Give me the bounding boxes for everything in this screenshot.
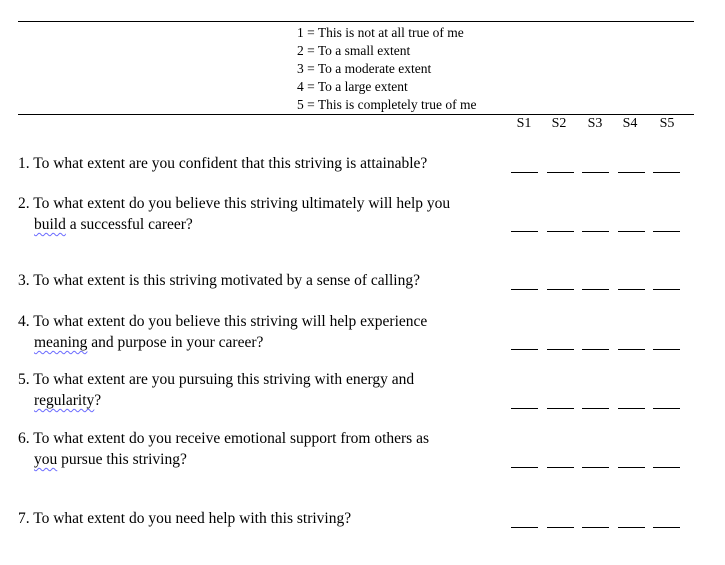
answer-blank-s4[interactable] — [618, 467, 645, 468]
answer-blank-s3[interactable] — [582, 289, 609, 290]
answer-blank-s4[interactable] — [618, 172, 645, 173]
answer-blank-s3[interactable] — [582, 408, 609, 409]
answer-blank-s4[interactable] — [618, 231, 645, 232]
answer-blank-s2[interactable] — [547, 289, 574, 290]
question-text: 7. To what extent do you need help with this striving? — [18, 510, 352, 527]
question-text-rest: pursue this striving? — [57, 451, 187, 468]
answer-blank-s1[interactable] — [511, 408, 538, 409]
question-text-rest: ? — [94, 392, 102, 409]
column-header-s3: S3 — [587, 116, 603, 131]
question-text: 5. To what extent are you pursuing this striving with energy and — [18, 371, 415, 388]
column-header-s1: S1 — [516, 116, 532, 131]
answer-blank-s1[interactable] — [511, 349, 538, 350]
question-text-continued — [18, 332, 508, 353]
spell-check-word: meaning — [34, 334, 88, 351]
answer-blank-s2[interactable] — [547, 467, 574, 468]
question-4 — [18, 311, 508, 353]
question-3 — [18, 270, 508, 291]
answer-blank-s5[interactable] — [653, 408, 680, 409]
rating-scale-legend — [297, 24, 476, 114]
question-text: 3. To what extent is this striving motivated by a sense of calling? — [18, 272, 420, 289]
question-text: 4. To what extent do you believe this striving will help experience — [18, 313, 428, 330]
spell-check-word: regularity — [34, 392, 95, 409]
answer-blank-s3[interactable] — [582, 527, 609, 528]
question-5 — [18, 369, 508, 411]
answer-blank-s5[interactable] — [653, 289, 680, 290]
answer-blank-s1[interactable] — [511, 467, 538, 468]
spell-check-word: build — [34, 216, 66, 233]
column-header-s5: S5 — [659, 116, 675, 131]
question-6 — [18, 428, 508, 470]
answer-blank-s3[interactable] — [582, 172, 609, 173]
answer-blank-s4[interactable] — [618, 408, 645, 409]
answer-blank-s2[interactable] — [547, 408, 574, 409]
question-1 — [18, 153, 508, 174]
answer-blank-s5[interactable] — [653, 172, 680, 173]
top-rule — [18, 21, 694, 22]
question-7 — [18, 508, 508, 529]
answer-blank-s1[interactable] — [511, 231, 538, 232]
question-text-continued — [18, 449, 508, 470]
column-header-s4: S4 — [622, 116, 638, 131]
column-header-s2: S2 — [551, 116, 567, 131]
question-2 — [18, 193, 508, 235]
answer-blank-s2[interactable] — [547, 172, 574, 173]
answer-blank-s2[interactable] — [547, 349, 574, 350]
scale-item-4: 4 = To a large extent — [297, 79, 408, 94]
answer-blank-s4[interactable] — [618, 289, 645, 290]
scale-item-2: 2 = To a small extent — [297, 43, 411, 58]
answer-blank-s4[interactable] — [618, 527, 645, 528]
answer-blank-s3[interactable] — [582, 467, 609, 468]
question-text-rest: and purpose in your career? — [87, 334, 264, 351]
header-rule — [18, 114, 694, 115]
answer-blank-s5[interactable] — [653, 527, 680, 528]
answer-blank-s2[interactable] — [547, 231, 574, 232]
answer-blank-s1[interactable] — [511, 172, 538, 173]
scale-item-3: 3 = To a moderate extent — [297, 61, 432, 76]
question-text-continued — [18, 214, 508, 235]
scale-item-5: 5 = This is completely true of me — [297, 97, 477, 112]
question-text-rest: a successful career? — [65, 216, 193, 233]
answer-blank-s4[interactable] — [618, 349, 645, 350]
spell-check-word: you — [34, 451, 58, 468]
answer-blank-s1[interactable] — [511, 289, 538, 290]
question-text: 6. To what extent do you receive emotional support from others as — [18, 430, 429, 447]
answer-blank-s3[interactable] — [582, 349, 609, 350]
scale-item-1: 1 = This is not at all true of me — [297, 25, 464, 40]
question-text-continued — [18, 390, 508, 411]
striving-column-headers — [0, 116, 725, 136]
question-text: 1. To what extent are you confident that this striving is attainable? — [18, 155, 428, 172]
answer-blank-s2[interactable] — [547, 527, 574, 528]
answer-blank-s5[interactable] — [653, 231, 680, 232]
question-text: 2. To what extent do you believe this striving ultimately will help you — [18, 195, 451, 212]
answer-blank-s5[interactable] — [653, 467, 680, 468]
answer-blank-s5[interactable] — [653, 349, 680, 350]
answer-blank-s1[interactable] — [511, 527, 538, 528]
answer-blank-s3[interactable] — [582, 231, 609, 232]
